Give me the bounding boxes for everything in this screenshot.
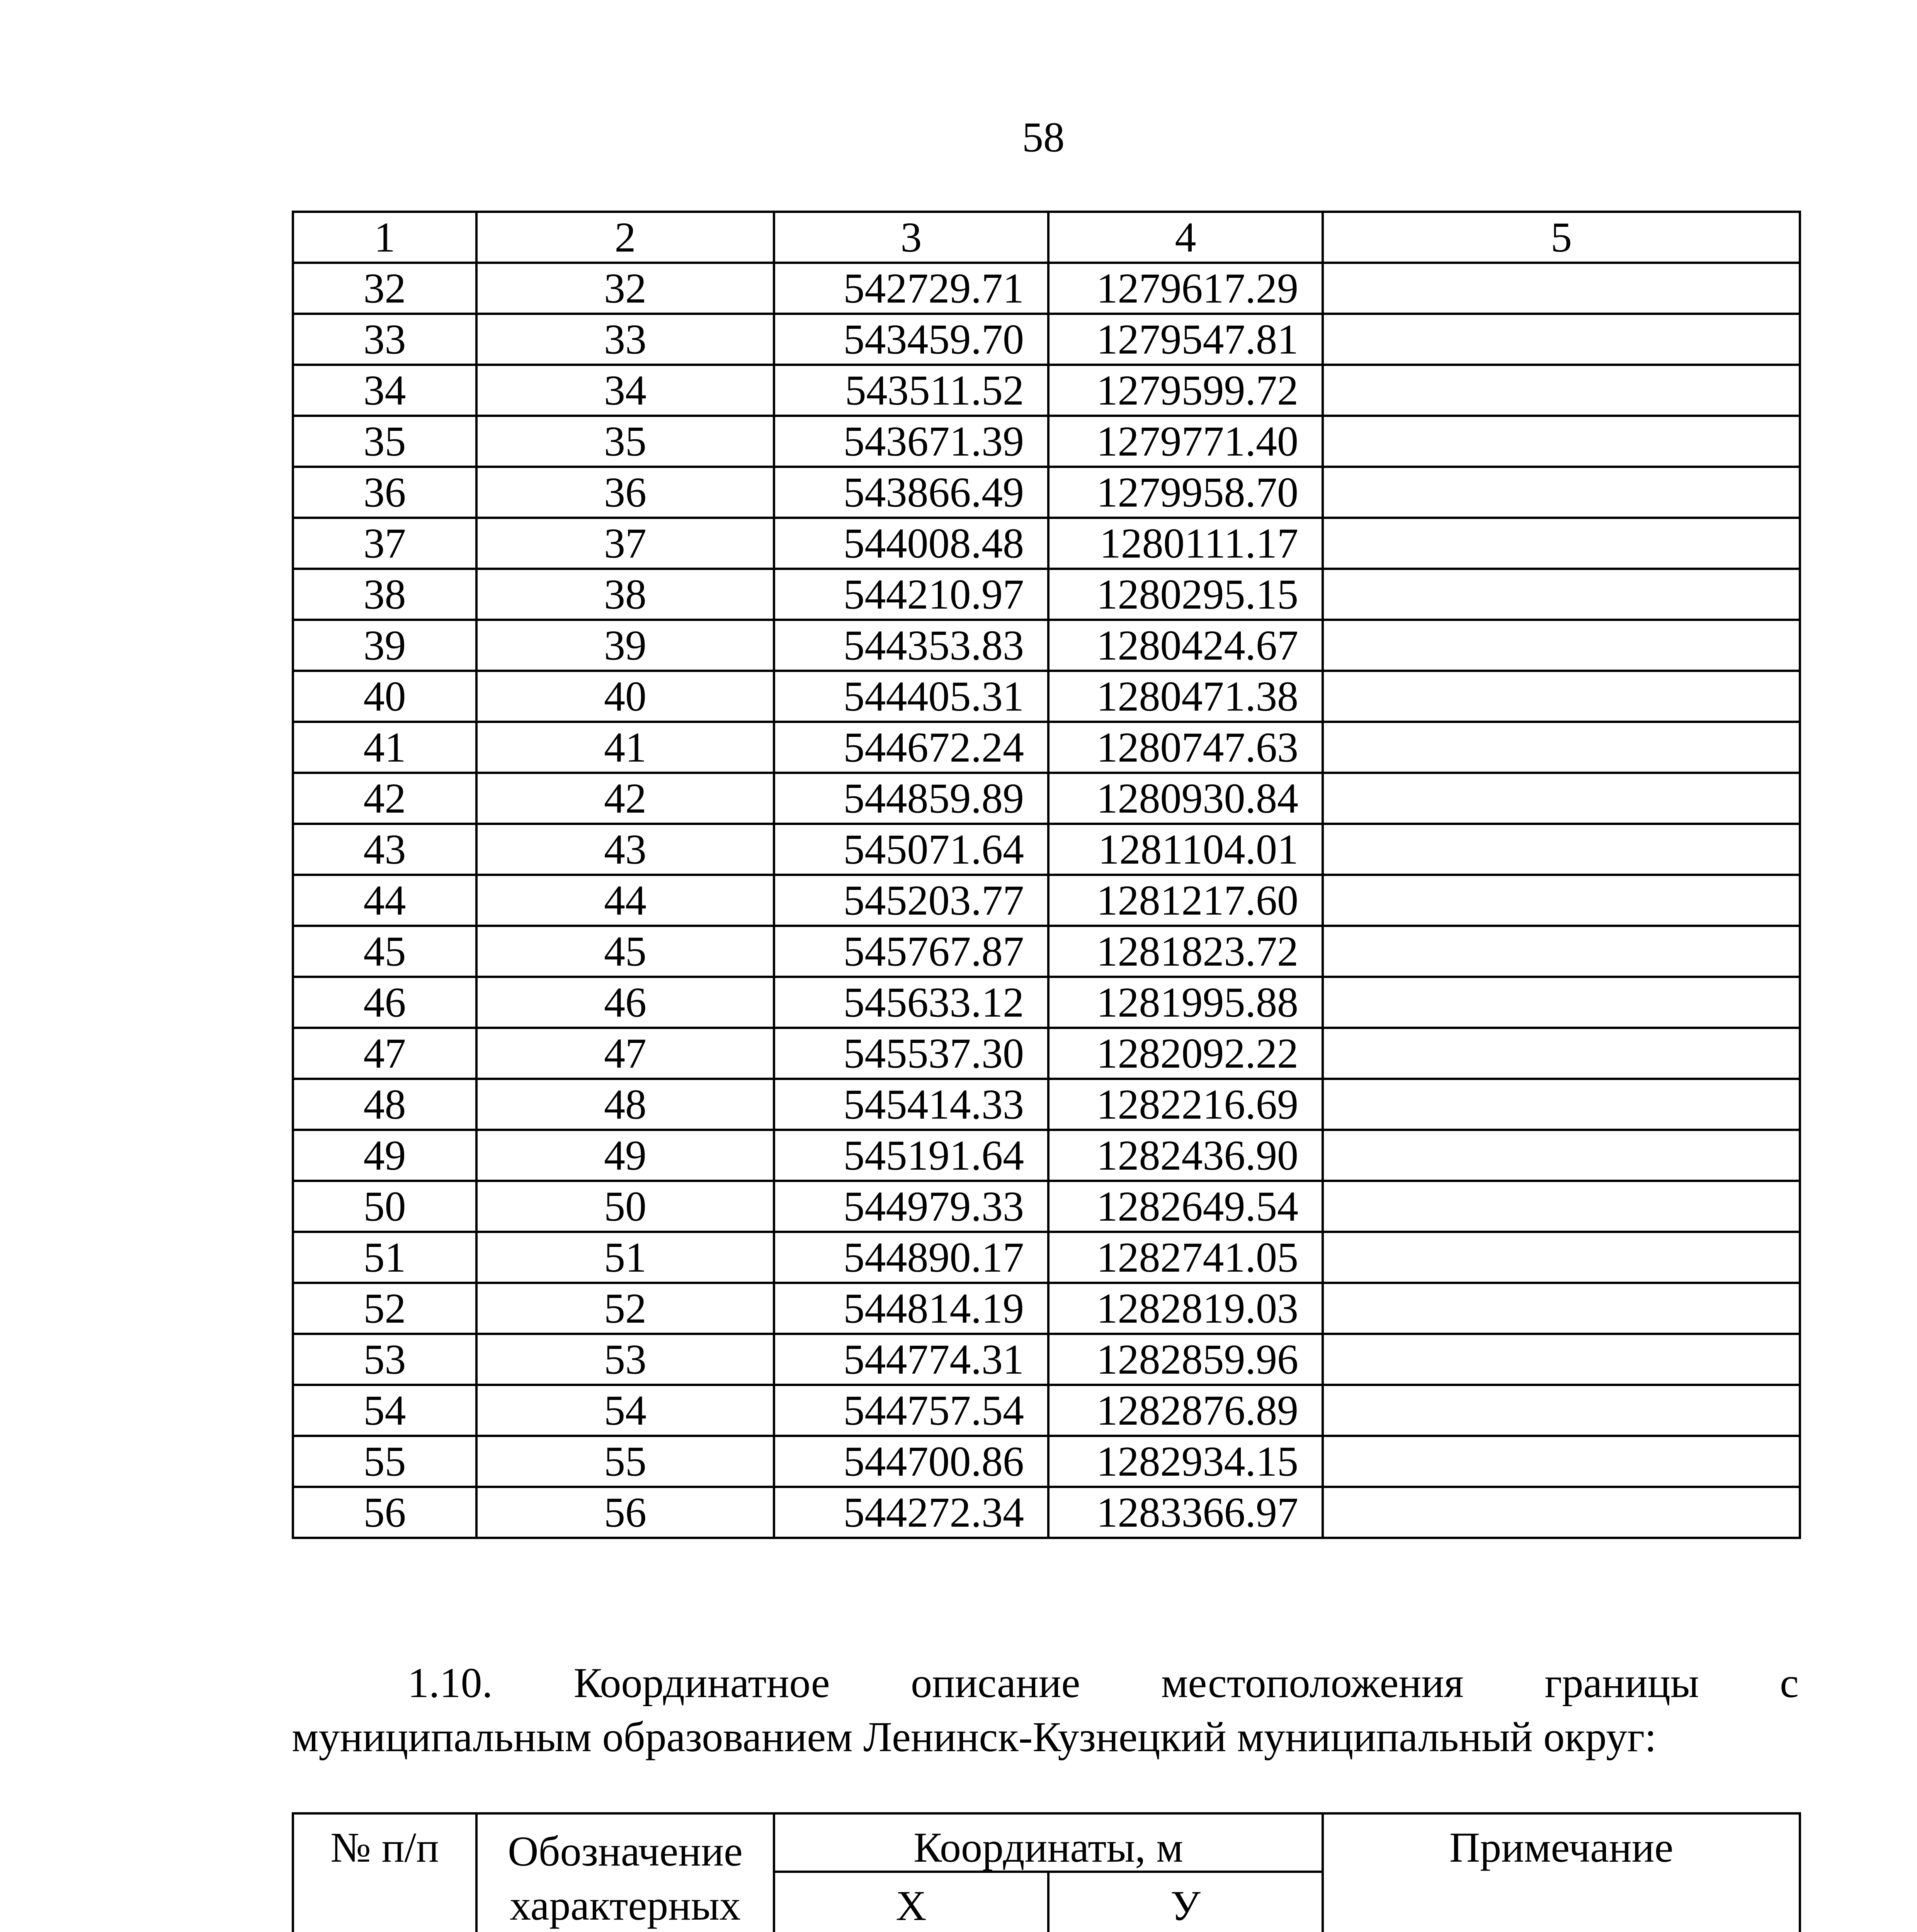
note-cell (1323, 926, 1800, 977)
point-designation-cell: 47 (476, 1028, 774, 1079)
x-coordinate-cell: 542729.71 (774, 263, 1048, 314)
point-designation-cell: 39 (476, 620, 774, 671)
note-cell (1323, 518, 1800, 569)
table-row (293, 926, 1800, 977)
point-designation-cell: 52 (476, 1283, 774, 1334)
point-number-cell: 34 (293, 365, 476, 416)
x-coordinate-cell: 545191.64 (774, 1130, 1048, 1181)
heading-word: 1.10. (408, 1659, 493, 1706)
point-number-cell: 41 (293, 722, 476, 773)
table-row (293, 1232, 1800, 1283)
note-cell (1323, 1181, 1800, 1232)
point-number-cell: 54 (293, 1385, 476, 1436)
point-designation-cell: 32 (476, 263, 774, 314)
point-number-cell: 38 (293, 569, 476, 620)
coordinates-table-1 (292, 211, 1801, 1539)
y-coordinate-cell: 1282819.03 (1048, 1283, 1323, 1334)
table-row (293, 467, 1800, 518)
y-coordinate-cell: 1283366.97 (1048, 1487, 1323, 1538)
note-cell (1323, 1130, 1800, 1181)
column-number-cell: 2 (476, 212, 774, 263)
point-designation-cell: 35 (476, 416, 774, 467)
note-cell (1323, 1334, 1800, 1385)
y-coordinate-cell: 1280295.15 (1048, 569, 1323, 620)
x-coordinate-cell: 544859.89 (774, 773, 1048, 824)
table-row (293, 416, 1800, 467)
y-coordinate-cell: 1279599.72 (1048, 365, 1323, 416)
point-designation-cell: 49 (476, 1130, 774, 1181)
note-cell (1323, 1232, 1800, 1283)
y-coordinate-cell: 1282649.54 (1048, 1181, 1323, 1232)
table-row (293, 1487, 1800, 1538)
note-cell (1323, 977, 1800, 1028)
x-coordinate-cell: 545633.12 (774, 977, 1048, 1028)
note-cell (1323, 1283, 1800, 1334)
table-row (293, 314, 1800, 365)
y-coordinate-cell: 1280471.38 (1048, 671, 1323, 722)
point-designation-cell: 55 (476, 1436, 774, 1487)
point-number-cell: 47 (293, 1028, 476, 1079)
coordinates-table-2-header (292, 1812, 1801, 1932)
y-coordinate-cell: 1282092.22 (1048, 1028, 1323, 1079)
y-coordinate-cell: 1279771.40 (1048, 416, 1323, 467)
y-coordinate-cell: 1282436.90 (1048, 1130, 1323, 1181)
note-cell (1323, 1028, 1800, 1079)
table-row (293, 824, 1800, 875)
table-row (293, 365, 1800, 416)
column-number-cell: 4 (1048, 212, 1323, 263)
point-number-cell: 55 (293, 1436, 476, 1487)
table-row (293, 1028, 1800, 1079)
note-cell (1323, 671, 1800, 722)
note-cell (1323, 263, 1800, 314)
note-cell (1323, 1385, 1800, 1436)
y-coordinate-cell: 1280930.84 (1048, 773, 1323, 824)
note-cell (1323, 569, 1800, 620)
point-designation-cell: 40 (476, 671, 774, 722)
point-designation-cell: 51 (476, 1232, 774, 1283)
point-designation-cell: 48 (476, 1079, 774, 1130)
section-heading-line-1 (292, 1656, 1799, 1710)
x-coordinate-cell: 543511.52 (774, 365, 1048, 416)
point-designation-cell: 37 (476, 518, 774, 569)
note-cell (1323, 467, 1800, 518)
x-coordinate-cell: 544272.34 (774, 1487, 1048, 1538)
point-designation-cell: 56 (476, 1487, 774, 1538)
x-coordinate-cell: 544757.54 (774, 1385, 1048, 1436)
table-row (293, 1334, 1800, 1385)
section-1-10-heading (292, 1656, 1799, 1764)
y-coordinate-cell: 1282876.89 (1048, 1385, 1323, 1436)
point-designation-cell: 42 (476, 773, 774, 824)
point-number-cell: 49 (293, 1130, 476, 1181)
y-coordinate-cell: 1280111.17 (1048, 518, 1323, 569)
y-coordinate-cell: 1281823.72 (1048, 926, 1323, 977)
x-coordinate-cell: 544700.86 (774, 1436, 1048, 1487)
x-coordinate-cell: 543671.39 (774, 416, 1048, 467)
y-coordinate-cell: 1279547.81 (1048, 314, 1323, 365)
table-row (293, 1385, 1800, 1436)
table-row (293, 1130, 1800, 1181)
x-coordinate-cell: 543459.70 (774, 314, 1048, 365)
column-number-row (293, 212, 1800, 263)
point-number-cell: 43 (293, 824, 476, 875)
note-cell (1323, 365, 1800, 416)
x-coordinate-cell: 543866.49 (774, 467, 1048, 518)
table-row (293, 569, 1800, 620)
point-designation-cell: 43 (476, 824, 774, 875)
x-coordinate-cell: 545203.77 (774, 875, 1048, 926)
x-coordinate-cell: 545071.64 (774, 824, 1048, 875)
table-row (293, 1283, 1800, 1334)
table-row (293, 671, 1800, 722)
note-cell (1323, 620, 1800, 671)
heading-word: границы (1544, 1659, 1699, 1706)
note-cell (1323, 875, 1800, 926)
point-number-cell: 53 (293, 1334, 476, 1385)
point-number-cell: 35 (293, 416, 476, 467)
y-coordinate-cell: 1281104.01 (1048, 824, 1323, 875)
note-cell (1323, 773, 1800, 824)
x-coordinate-cell: 545767.87 (774, 926, 1048, 977)
point-number-cell: 32 (293, 263, 476, 314)
point-designation-cell: 45 (476, 926, 774, 977)
x-coordinate-cell: 544210.97 (774, 569, 1048, 620)
point-designation-cell: 41 (476, 722, 774, 773)
x-coordinate-cell: 544008.48 (774, 518, 1048, 569)
heading-word: местоположения (1161, 1659, 1464, 1706)
header-y: У (1048, 1872, 1323, 1932)
table-row (293, 263, 1800, 314)
point-number-cell: 52 (293, 1283, 476, 1334)
point-designation-cell: 50 (476, 1181, 774, 1232)
table-row (293, 620, 1800, 671)
x-coordinate-cell: 544405.31 (774, 671, 1048, 722)
point-number-cell: 39 (293, 620, 476, 671)
section-heading-line-2: муниципальным образованием Ленинск-Кузнецкий муниципальный округ: (292, 1713, 1657, 1760)
point-number-cell: 50 (293, 1181, 476, 1232)
y-coordinate-cell: 1281217.60 (1048, 875, 1323, 926)
y-coordinate-cell: 1280424.67 (1048, 620, 1323, 671)
heading-word: Координатное (573, 1659, 830, 1706)
point-designation-cell: 33 (476, 314, 774, 365)
header-number: № п/п (293, 1813, 476, 1932)
point-designation-cell: 34 (476, 365, 774, 416)
x-coordinate-cell: 544774.31 (774, 1334, 1048, 1385)
table-row (293, 518, 1800, 569)
table-row (293, 977, 1800, 1028)
point-designation-cell: 36 (476, 467, 774, 518)
y-coordinate-cell: 1279617.29 (1048, 263, 1323, 314)
x-coordinate-cell: 544814.19 (774, 1283, 1048, 1334)
point-number-cell: 36 (293, 467, 476, 518)
table-row (293, 1181, 1800, 1232)
y-coordinate-cell: 1280747.63 (1048, 722, 1323, 773)
table-row (293, 722, 1800, 773)
point-number-cell: 44 (293, 875, 476, 926)
table-row (293, 1436, 1800, 1487)
y-coordinate-cell: 1279958.70 (1048, 467, 1323, 518)
x-coordinate-cell: 545537.30 (774, 1028, 1048, 1079)
y-coordinate-cell: 1282934.15 (1048, 1436, 1323, 1487)
note-cell (1323, 1079, 1800, 1130)
point-designation-cell: 38 (476, 569, 774, 620)
point-number-cell: 46 (293, 977, 476, 1028)
table-row (293, 773, 1800, 824)
column-number-cell: 5 (1323, 212, 1800, 263)
note-cell (1323, 1436, 1800, 1487)
point-number-cell: 33 (293, 314, 476, 365)
note-cell (1323, 1487, 1800, 1538)
note-cell (1323, 824, 1800, 875)
table-row (293, 875, 1800, 926)
note-cell (1323, 722, 1800, 773)
column-number-cell: 3 (774, 212, 1048, 263)
page-number: 58 (1022, 114, 1065, 161)
x-coordinate-cell: 544672.24 (774, 722, 1048, 773)
point-number-cell: 56 (293, 1487, 476, 1538)
x-coordinate-cell: 545414.33 (774, 1079, 1048, 1130)
header-note: Примечание (1323, 1813, 1800, 1932)
heading-word: с (1780, 1659, 1799, 1706)
header-x: Х (774, 1872, 1048, 1932)
note-cell (1323, 416, 1800, 467)
point-number-cell: 45 (293, 926, 476, 977)
x-coordinate-cell: 544353.83 (774, 620, 1048, 671)
y-coordinate-cell: 1282216.69 (1048, 1079, 1323, 1130)
y-coordinate-cell: 1281995.88 (1048, 977, 1323, 1028)
point-designation-cell: 53 (476, 1334, 774, 1385)
point-number-cell: 51 (293, 1232, 476, 1283)
y-coordinate-cell: 1282741.05 (1048, 1232, 1323, 1283)
column-number-cell: 1 (293, 212, 476, 263)
point-designation-cell: 46 (476, 977, 774, 1028)
point-number-cell: 42 (293, 773, 476, 824)
point-number-cell: 37 (293, 518, 476, 569)
point-number-cell: 48 (293, 1079, 476, 1130)
header-designation: Обозначение характерных (476, 1813, 774, 1932)
heading-word: описание (911, 1659, 1080, 1706)
point-designation-cell: 44 (476, 875, 774, 926)
x-coordinate-cell: 544979.33 (774, 1181, 1048, 1232)
y-coordinate-cell: 1282859.96 (1048, 1334, 1323, 1385)
table-row (293, 1079, 1800, 1130)
point-designation-cell: 54 (476, 1385, 774, 1436)
x-coordinate-cell: 544890.17 (774, 1232, 1048, 1283)
note-cell (1323, 314, 1800, 365)
point-number-cell: 40 (293, 671, 476, 722)
header-coordinates: Координаты, м (774, 1813, 1323, 1872)
